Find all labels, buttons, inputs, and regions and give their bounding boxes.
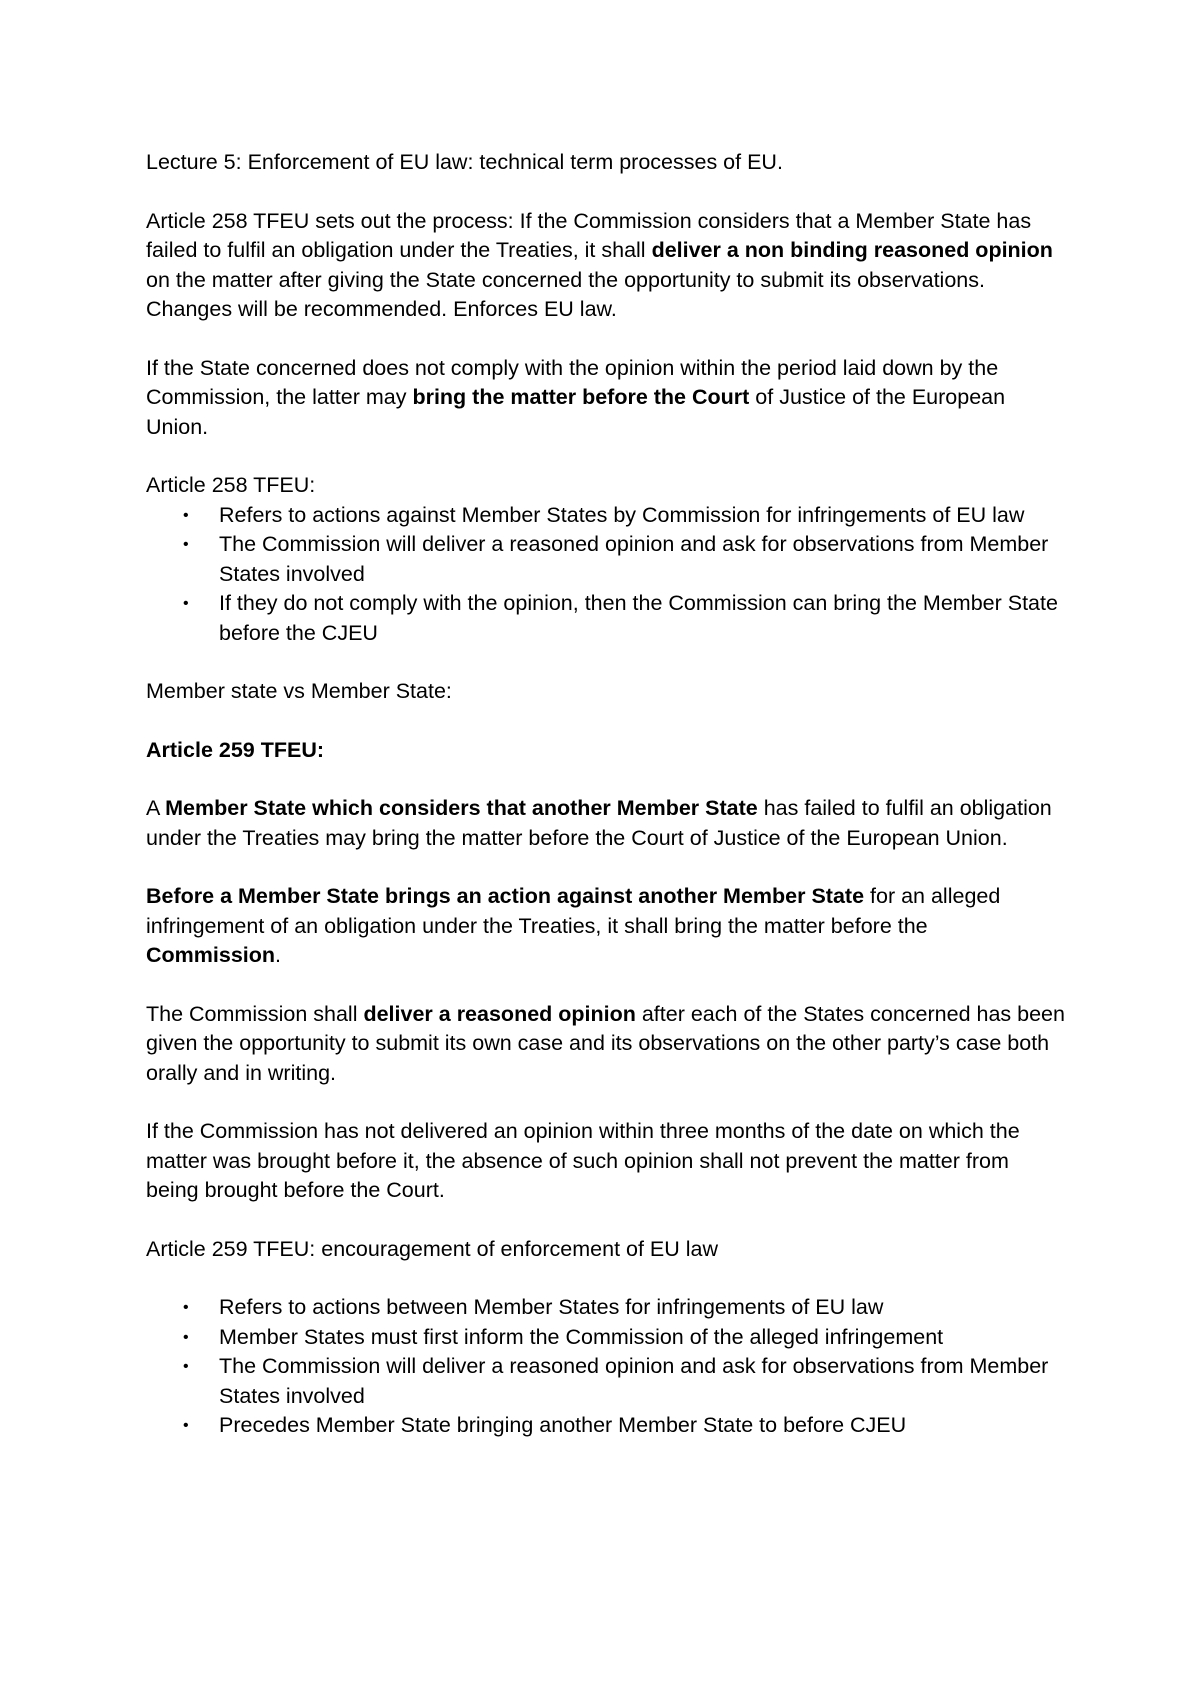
bold-text: Before a Member State brings an action against another Member State	[146, 884, 865, 908]
text-run: for an alleged infringement of an obligation under the Treaties, it shall bring the matter before the	[146, 884, 1001, 938]
document-body	[146, 148, 1066, 1441]
bullet-list-article-259	[146, 1293, 1066, 1441]
text-run: after each of the States concerned has been given the opportunity to submit its own case and its observations on the other party’s case both orally and in writing.	[146, 1001, 1065, 1085]
list-title-article-258: Article 258 TFEU:	[146, 473, 316, 497]
paragraph-reasoned-opinion	[146, 1000, 1066, 1089]
section-heading-article-259	[146, 736, 1066, 766]
list-item: • Member States must first inform the Commission of the alleged infringement	[146, 1323, 1066, 1353]
bold-text: Member State which considers that another Member State	[165, 796, 758, 820]
bullet-list-article-258	[146, 501, 1066, 649]
lecture-heading: Lecture 5: Enforcement of EU law: technical term processes of EU.	[146, 150, 783, 174]
list-item: • Refers to actions between Member States for infringements of EU law	[146, 1293, 1066, 1323]
bold-text: Commission	[146, 943, 276, 967]
text-run: has failed to fulfil an obligation under the Treaties may bring the matter before the Court of Justice of the European Union.	[146, 796, 1052, 850]
text-run: on the matter after giving the State concerned the opportunity to submit its observations. Changes will be recommended. Enforces EU law.	[146, 267, 985, 321]
bold-text: bring the matter before the Court	[412, 385, 750, 409]
bold-text: deliver a reasoned opinion	[363, 1001, 636, 1026]
bold-text: deliver a non binding reasoned opinion	[651, 238, 1053, 262]
text-run: The Commission shall	[146, 1001, 364, 1026]
list-item: • Precedes Member State bringing another Member State to before CJEU	[146, 1411, 1066, 1441]
paragraph-article-258-process	[146, 207, 1066, 325]
bold-text: Article 259 TFEU:	[146, 737, 325, 762]
list-item: • If they do not comply with the opinion, then the Commission can bring the Member State before the CJEU	[146, 589, 1066, 648]
list-title-article-259: Article 259 TFEU: encouragement of enforcement of EU law	[146, 1236, 719, 1261]
text-run: Article 258 TFEU sets out the process: If the Commission considers that a Member State has failed to fulfil an obligation under the Treaties, it shall	[146, 208, 1032, 262]
list-item: • The Commission will deliver a reasoned opinion and ask for observations from Member States involved	[146, 530, 1066, 589]
text-run: If the State concerned does not comply with the opinion within the period laid down by the Commission, the latter may	[146, 355, 999, 409]
paragraph-member-state-action	[146, 794, 1066, 853]
text-run: of Justice of the European Union.	[146, 385, 1006, 439]
text-run: A	[146, 796, 166, 820]
text-run: .	[275, 943, 282, 967]
paragraph-three-months: If the Commission has not delivered an opinion within three months of the date on which the matter was brought before it, the absence of such opinion shall not prevent the matter from being brought before the Court.	[146, 1119, 1020, 1202]
section-heading-member-states: Member state vs Member State:	[146, 679, 452, 703]
list-item: • The Commission will deliver a reasoned opinion and ask for observations from Member States involved	[146, 1352, 1066, 1411]
paragraph-non-compliance	[146, 354, 1066, 443]
paragraph-before-action	[146, 882, 1066, 971]
list-item: • Refers to actions against Member States by Commission for infringements of EU law	[146, 501, 1066, 531]
